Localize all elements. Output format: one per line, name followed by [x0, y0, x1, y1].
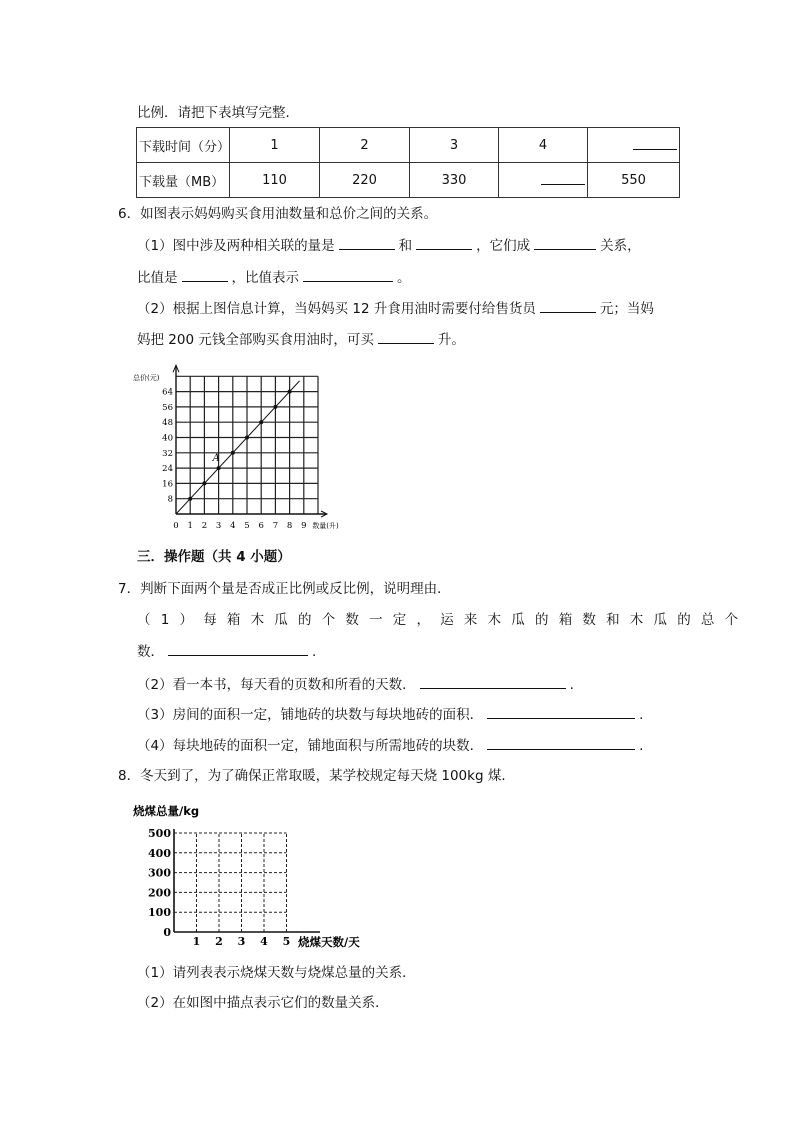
y-tick-label: 40	[162, 433, 173, 444]
y-tick-label: 16	[162, 479, 173, 490]
x-tick-label: 9	[301, 521, 307, 531]
x-tick-label: 2	[201, 521, 208, 531]
x-tick-label: 4	[230, 521, 236, 531]
x-axis-label: 烧煤天数/天	[298, 935, 360, 949]
table-cell: 3	[410, 128, 499, 163]
table-cell: 4	[499, 128, 588, 163]
x-tick-label: 1	[187, 521, 193, 531]
x-tick-label: 5	[282, 935, 291, 948]
text: （4）每块地砖的面积一定，铺地面积与所需地砖的块数．	[137, 738, 484, 754]
table-header-cell: 下载量（MB）	[137, 163, 230, 198]
table-cell: 2	[320, 128, 410, 163]
table-cell: 220	[320, 163, 410, 198]
text: ，比值表示	[231, 270, 299, 286]
y-tick-label: 24	[162, 464, 173, 475]
x-tick-label: 1	[192, 935, 201, 948]
q5-intro-tail: 比例．请把下表填写完整．	[137, 105, 299, 121]
point-label-a: A	[212, 453, 220, 465]
q6-stem: 6．如图表示妈妈购买食用油数量和总价之间的关系。	[118, 206, 438, 222]
table-cell: 110	[230, 163, 320, 198]
q8-part1: （1）请列表表示烧煤天数与烧煤总量的关系．	[137, 965, 416, 981]
text: 关系，	[600, 238, 641, 254]
x-tick-label: 2	[215, 935, 223, 948]
text: （2）根据上图信息计算，当妈妈买 12 升食用油时需要付给售货员	[137, 301, 536, 317]
table-cell: 1	[230, 128, 320, 163]
y-tick-label: 0	[163, 926, 171, 939]
y-tick-label: 56	[162, 402, 173, 413]
y-tick-label: 500	[148, 827, 171, 840]
y-tick-label: 300	[148, 866, 171, 880]
x-axis-label: 数量(升)	[312, 522, 339, 530]
x-tick-label: 5	[244, 521, 250, 531]
text: 。	[397, 270, 411, 286]
y-axis-label: 烧煤总量/kg	[133, 804, 200, 818]
q8-stem: 8．冬天到了，为了确保正常取暖，某学校规定每天烧 100kg 煤．	[118, 768, 515, 784]
text: 比值是	[137, 270, 178, 286]
text: .	[312, 644, 317, 660]
text: ，它们成	[476, 238, 531, 254]
text: .	[639, 707, 644, 723]
text: （1）图中涉及两种相关联的量是	[137, 238, 335, 254]
text: 元；当妈	[599, 301, 654, 317]
y-tick-label: 48	[162, 418, 173, 429]
y-tick-label: 100	[148, 906, 171, 920]
table-cell: 330	[410, 163, 499, 198]
x-tick-label: 4	[260, 935, 268, 948]
x-tick-label: 3	[215, 521, 222, 531]
y-tick-label: 400	[148, 846, 171, 860]
y-tick-label: 32	[162, 448, 173, 459]
x-tick-label: 7	[272, 521, 279, 531]
text: 妈把 200 元钱全部购买食用油时，可买	[137, 332, 374, 348]
text: （3）房间的面积一定，铺地砖的块数与每块地砖的面积．	[137, 707, 484, 723]
table-cell: 550	[588, 163, 680, 198]
y-tick-label: 8	[167, 494, 173, 505]
x-tick-label: 8	[286, 521, 293, 531]
text: 和	[398, 238, 413, 254]
q8-part2: （2）在如图中描点表示它们的数量关系．	[137, 995, 389, 1011]
text: .	[639, 738, 644, 754]
text: .	[569, 677, 574, 693]
x-tick-label: 3	[237, 935, 246, 948]
x-tick-label: 0	[173, 521, 179, 531]
section-3-title: 三．操作题（共 4 小题）	[137, 549, 291, 565]
text: （2）看一本书，每天看的页数和所看的天数．	[137, 677, 416, 693]
q7-item1-line1: （1）每箱木瓜的个数一定，运来木瓜的箱数和木瓜的总个	[137, 612, 749, 628]
y-tick-label: 64	[162, 387, 173, 398]
y-tick-label: 200	[148, 886, 171, 900]
x-tick-label: 6	[258, 521, 264, 531]
text: 升。	[437, 332, 465, 348]
table-header-cell: 下载时间（分）	[137, 128, 230, 163]
q7-stem: 7．判断下面两个量是否成正比例或反比例，说明理由．	[118, 581, 451, 597]
text: 数．	[137, 644, 164, 660]
y-axis-label: 总价(元)	[133, 374, 160, 382]
